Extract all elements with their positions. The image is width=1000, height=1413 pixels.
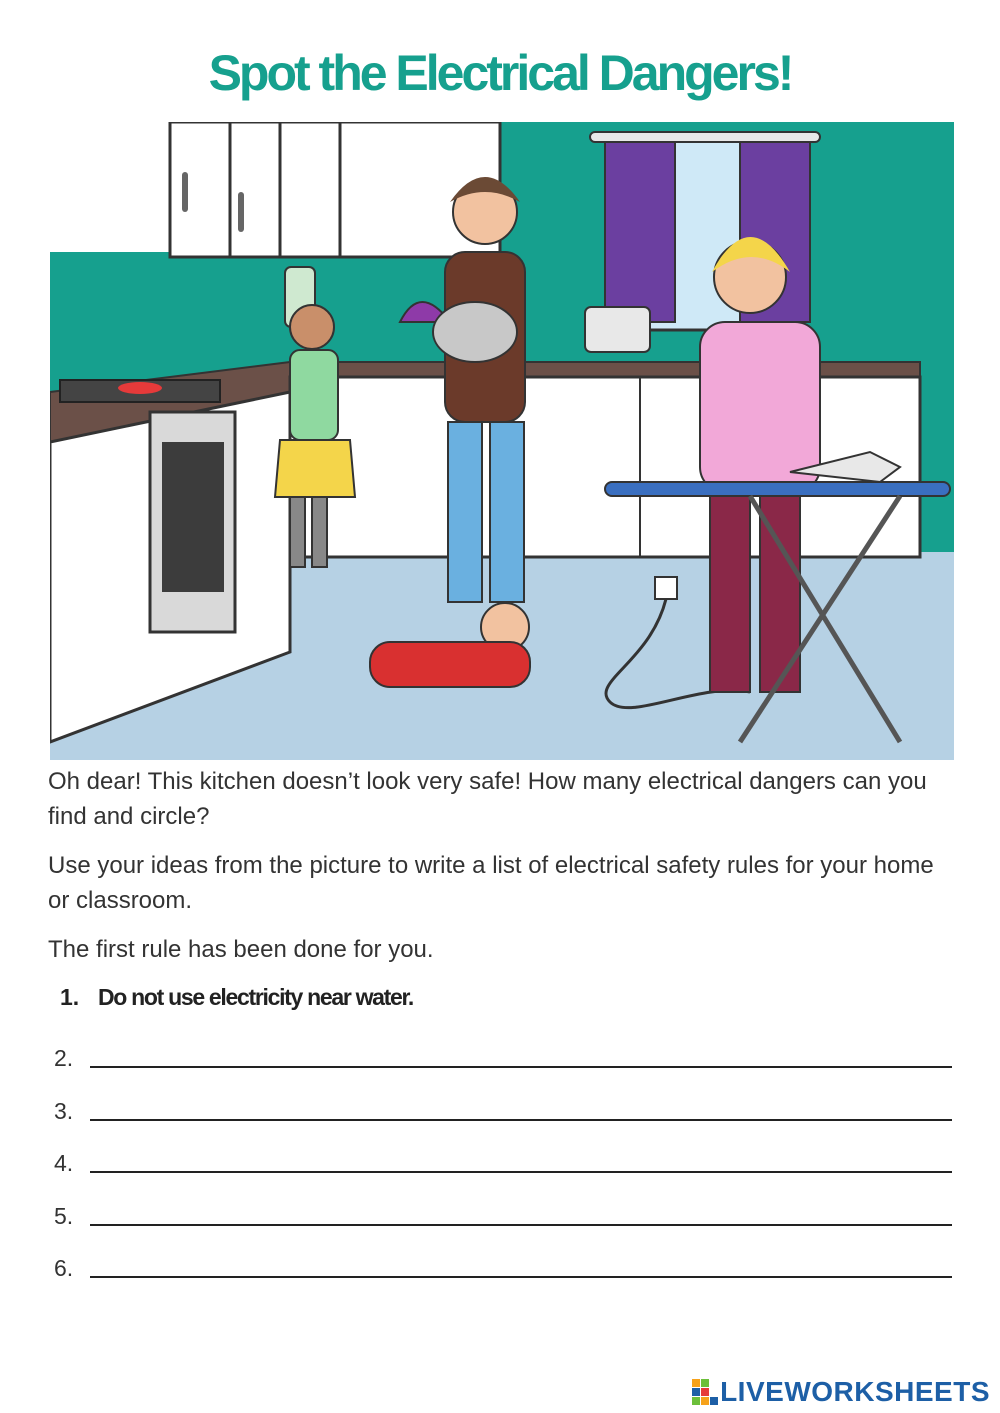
- rule-4-row: [54, 1137, 952, 1177]
- instruction-paragraph: Use your ideas from the picture to write a list of electrical safety rules for your home or classroom.: [48, 852, 934, 914]
- rule-2-input[interactable]: [90, 1042, 952, 1068]
- liveworksheets-logo-icon: [692, 1379, 718, 1405]
- rule-5-input[interactable]: [90, 1200, 952, 1226]
- intro-paragraph: Oh dear! This kitchen doesn’t look very safe! How many electrical dangers can you find and circle?: [48, 768, 927, 830]
- rule-1-number: 1.: [60, 984, 80, 1010]
- kitchen-illustration: [50, 122, 954, 760]
- brand-footer: [692, 1376, 990, 1408]
- rule-3-input[interactable]: [90, 1095, 952, 1121]
- rule-6-row: [54, 1242, 952, 1282]
- rule-4-number: 4.: [54, 1150, 74, 1176]
- rule-1: [60, 984, 413, 1011]
- rule-4-input[interactable]: [90, 1147, 952, 1173]
- page-title: Spot the Electrical Dangers!: [208, 45, 792, 101]
- rule-6-number: 6.: [54, 1255, 74, 1281]
- rule-6-input[interactable]: [90, 1252, 952, 1278]
- rule-1-text: Do not use electricity near water.: [98, 984, 413, 1010]
- rule-5-row: [54, 1190, 952, 1230]
- rule-3-number: 3.: [54, 1098, 74, 1124]
- rule-2-row: [54, 1032, 952, 1072]
- rule-3-row: [54, 1085, 952, 1125]
- rule-2-number: 2.: [54, 1045, 74, 1071]
- brand-name: LIVEWORKSHEETS: [720, 1376, 990, 1407]
- hint-paragraph: The first rule has been done for you.: [48, 936, 434, 963]
- rule-5-number: 5.: [54, 1203, 74, 1229]
